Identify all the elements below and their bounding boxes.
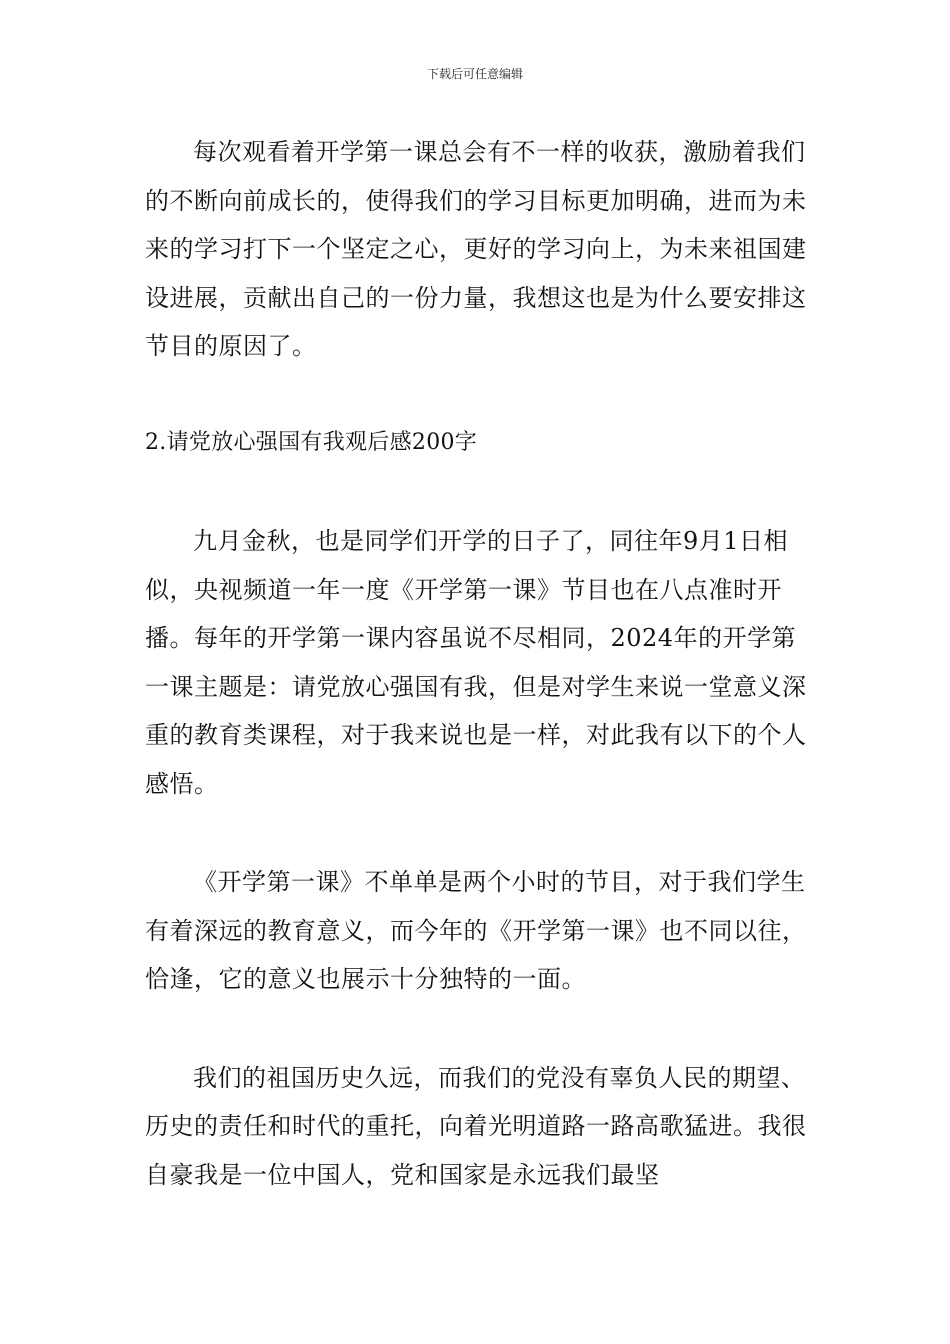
document-body [145,128,810,1199]
paragraph-spacer [145,1004,810,1054]
paragraph-3: 《开学第一课》不单单是两个小时的节目，对于我们学生有着深远的教育意义，而今年的《开学第一课》也不同以往，恰逢，它的意义也展示十分独特的一面。 [145,868,807,993]
paragraph-spacer [145,808,810,858]
paragraph-4: 我们的祖国历史久远，而我们的党没有辜负人民的期望、历史的责任和时代的重托，向着光明道路一路高歌猛进。我很自豪我是一位中国人，党和国家是永远我们最坚 [145,1063,807,1189]
paragraph-1: 每次观看着开学第一课总会有不一样的收获，激励着我们的不断向前成长的，使得我们的学习目标更加明确，进而为未来的学习打下一个坚定之心，更好的学习向上，为未来祖国建设进展，贡献出自己的一份力量，我想这也是为什么要安排这节目的原因了。 [145,138,807,360]
section-heading: 2.请党放心强国有我观后感200字 [145,429,478,455]
paragraph-2: 九月金秋，也是同学们开学的日子了，同往年9月1日相似，央视频道一年一度《开学第一课》节目也在八点准时开播。每年的开学第一课内容虽说不尽相同，2024年的开学第一课主题是：请党放心强国有我，但是对学生来说一堂意义深重的教育类课程，对于我来说也是一样，对此我有以下的个人感悟。 [145,527,807,798]
page-header: 下载后可任意编辑 [426,67,523,81]
paragraph-spacer [145,371,810,419]
paragraph-spacer [145,467,810,517]
